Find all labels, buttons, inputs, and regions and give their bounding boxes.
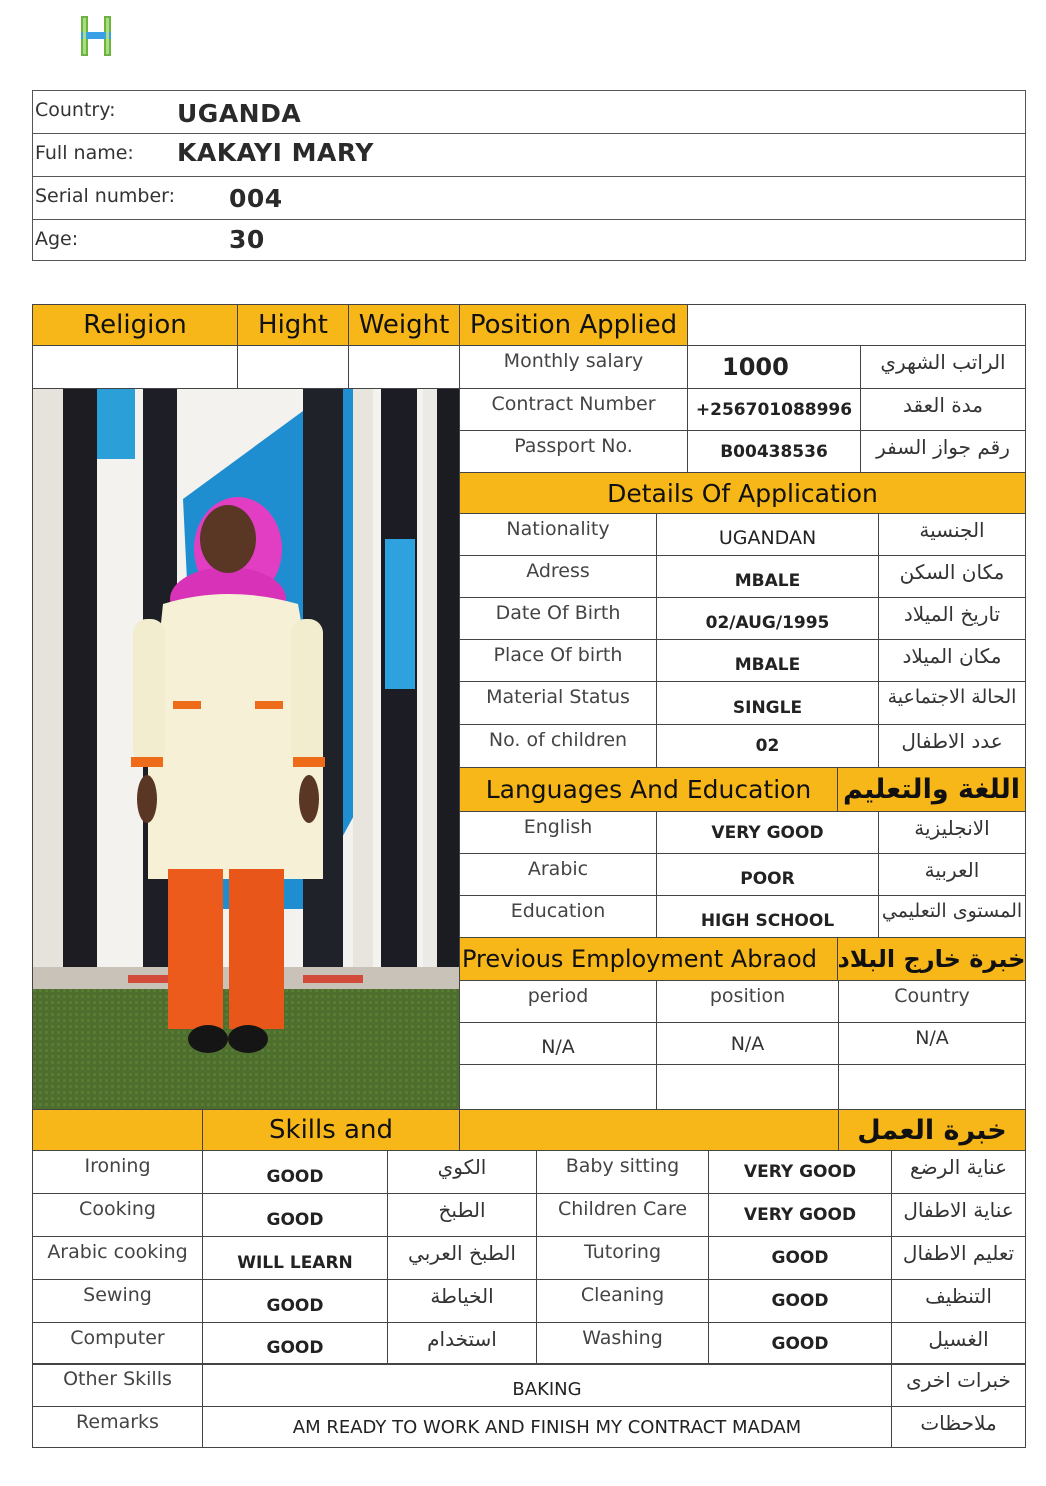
- remarks-value: AM READY TO WORK AND FINISH MY CONTRACT MADAM: [202, 1406, 892, 1448]
- other-skills-label: Other Skills: [32, 1363, 203, 1407]
- skill-label: Washing: [536, 1322, 709, 1365]
- employment-position-value: N/A: [656, 1022, 839, 1065]
- skill-level: GOOD: [708, 1322, 892, 1365]
- remarks-arabic: ملاحظات: [891, 1406, 1026, 1448]
- marital-label: Material Status: [459, 681, 657, 725]
- country-label: Country:: [35, 99, 116, 121]
- skill-arabic: الغسيل: [891, 1322, 1026, 1365]
- education-value: HIGH SCHOOL: [656, 895, 879, 938]
- application-sheet: [32, 304, 1026, 1448]
- position-applied-header: Position Applied: [459, 304, 688, 346]
- skills-header-arabic: خبرة العمل: [838, 1109, 1026, 1151]
- pob-arabic: مكان الميلاد: [878, 639, 1026, 682]
- company-logo: [78, 14, 114, 58]
- english-label: English: [459, 811, 657, 854]
- skill-level: WILL LEARN: [202, 1236, 388, 1280]
- children-label: No. of children: [459, 724, 657, 768]
- name-value: KAKAYI MARY: [177, 138, 374, 167]
- skill-level: GOOD: [202, 1279, 388, 1323]
- pob-label: Place Of birth: [459, 639, 657, 682]
- name-row: [33, 134, 1025, 177]
- applicant-photo: [32, 388, 460, 1110]
- passport-value: B00438536: [687, 430, 861, 473]
- salary-arabic-label: الراتب الشهري: [860, 345, 1026, 389]
- employment-col-period: period: [459, 980, 657, 1023]
- skill-arabic: استخدام: [387, 1322, 537, 1365]
- marital-arabic: الحالة الاجتماعية: [878, 681, 1026, 725]
- age-label: Age:: [35, 228, 79, 250]
- nationality-arabic: الجنسية: [878, 513, 1026, 556]
- passport-arabic-label: رقم جواز السفر: [860, 430, 1026, 473]
- serial-value: 004: [229, 184, 283, 213]
- name-label: Full name:: [35, 142, 134, 164]
- employment-col-position: position: [656, 980, 839, 1023]
- skill-level: VERY GOOD: [708, 1193, 892, 1237]
- dob-label: Date Of Birth: [459, 597, 657, 640]
- serial-label: Serial number:: [35, 185, 176, 207]
- skill-arabic: عناية الرضع: [891, 1150, 1026, 1194]
- nationality-value: UGANDAN: [656, 513, 879, 556]
- children-arabic: عدد الاطفال: [878, 724, 1026, 768]
- employment-country-value: N/A: [838, 1022, 1026, 1065]
- details-header: Details Of Application: [459, 472, 1026, 514]
- skill-label: Cooking: [32, 1193, 203, 1237]
- skills-header-spacer: [32, 1109, 203, 1151]
- marital-value: SINGLE: [656, 681, 879, 725]
- height-value: [237, 345, 349, 389]
- skill-level: GOOD: [202, 1150, 388, 1194]
- other-skills-value: BAKING: [202, 1363, 892, 1407]
- skill-arabic: التنظيف: [891, 1279, 1026, 1323]
- weight-header: Weight: [348, 304, 460, 346]
- height-header: Hight: [237, 304, 349, 346]
- dob-arabic: تاريخ الميلاد: [878, 597, 1026, 640]
- religion-value: [32, 345, 238, 389]
- skill-arabic: الكوي: [387, 1150, 537, 1194]
- other-skills-arabic: خبرات اخرى: [891, 1363, 1026, 1407]
- skills-header-spacer: [459, 1109, 839, 1151]
- skill-label: Sewing: [32, 1279, 203, 1323]
- address-arabic: مكان السكن: [878, 555, 1026, 598]
- skill-level: VERY GOOD: [708, 1150, 892, 1194]
- employment-header-arabic: خبرة خارج البلاد: [837, 937, 1026, 981]
- skill-label: Arabic cooking: [32, 1236, 203, 1280]
- remarks-label: Remarks: [32, 1406, 203, 1448]
- skill-level: GOOD: [202, 1193, 388, 1237]
- skill-label: Cleaning: [536, 1279, 709, 1323]
- dob-value: 02/AUG/1995: [656, 597, 879, 640]
- personal-info-table: [32, 90, 1026, 261]
- country-value: UGANDA: [177, 99, 302, 128]
- age-value: 30: [229, 225, 265, 254]
- skill-label: Baby sitting: [536, 1150, 709, 1194]
- skill-level: GOOD: [708, 1236, 892, 1280]
- address-label: Adress: [459, 555, 657, 598]
- skill-label: Children Care: [536, 1193, 709, 1237]
- employment-period-value: N/A: [459, 1022, 657, 1065]
- country-row: [33, 91, 1025, 134]
- languages-header-arabic: اللغة والتعليم: [837, 767, 1026, 812]
- languages-header: Languages And Education: [459, 767, 838, 812]
- english-arabic: الانجليزية: [878, 811, 1026, 854]
- skill-arabic: تعليم الاطفال: [891, 1236, 1026, 1280]
- contract-arabic-label: مدة العقد: [860, 388, 1026, 431]
- english-value: VERY GOOD: [656, 811, 879, 854]
- skill-arabic: الطبخ العربي: [387, 1236, 537, 1280]
- children-value: 02: [656, 724, 879, 768]
- contract-label: Contract Number: [459, 388, 688, 431]
- employment-col-country: Country: [838, 980, 1026, 1023]
- employment-empty-cell: [656, 1064, 839, 1110]
- employment-empty-cell: [459, 1064, 657, 1110]
- address-value: MBALE: [656, 555, 879, 598]
- skill-level: GOOD: [708, 1279, 892, 1323]
- arabic-label: Arabic: [459, 853, 657, 896]
- employment-empty-cell: [838, 1064, 1026, 1110]
- salary-value: 1000: [687, 345, 861, 389]
- weight-value: [348, 345, 460, 389]
- skill-label: Ironing: [32, 1150, 203, 1194]
- skill-arabic: عناية الاطفال: [891, 1193, 1026, 1237]
- skills-header: Skills and: [202, 1109, 460, 1151]
- serial-row: [33, 177, 1025, 220]
- skill-label: Tutoring: [536, 1236, 709, 1280]
- contract-value: +256701088996: [687, 388, 861, 431]
- arabic-value: POOR: [656, 853, 879, 896]
- skill-arabic: الطبخ: [387, 1193, 537, 1237]
- pob-value: MBALE: [656, 639, 879, 682]
- age-row: [33, 220, 1025, 260]
- salary-label: Monthly salary: [459, 345, 688, 389]
- education-label: Education: [459, 895, 657, 938]
- skill-arabic: الخياطة: [387, 1279, 537, 1323]
- education-arabic: المستوى التعليمي: [878, 895, 1026, 938]
- nationality-label: Nationality: [459, 513, 657, 556]
- employment-header: Previous Employment Abraod: [459, 937, 838, 981]
- religion-header: Religion: [32, 304, 238, 346]
- skill-label: Computer: [32, 1322, 203, 1365]
- arabic-arabic: العربية: [878, 853, 1026, 896]
- position-applied-value: [687, 304, 1026, 346]
- skill-level: GOOD: [202, 1322, 388, 1365]
- passport-label: Passport No.: [459, 430, 688, 473]
